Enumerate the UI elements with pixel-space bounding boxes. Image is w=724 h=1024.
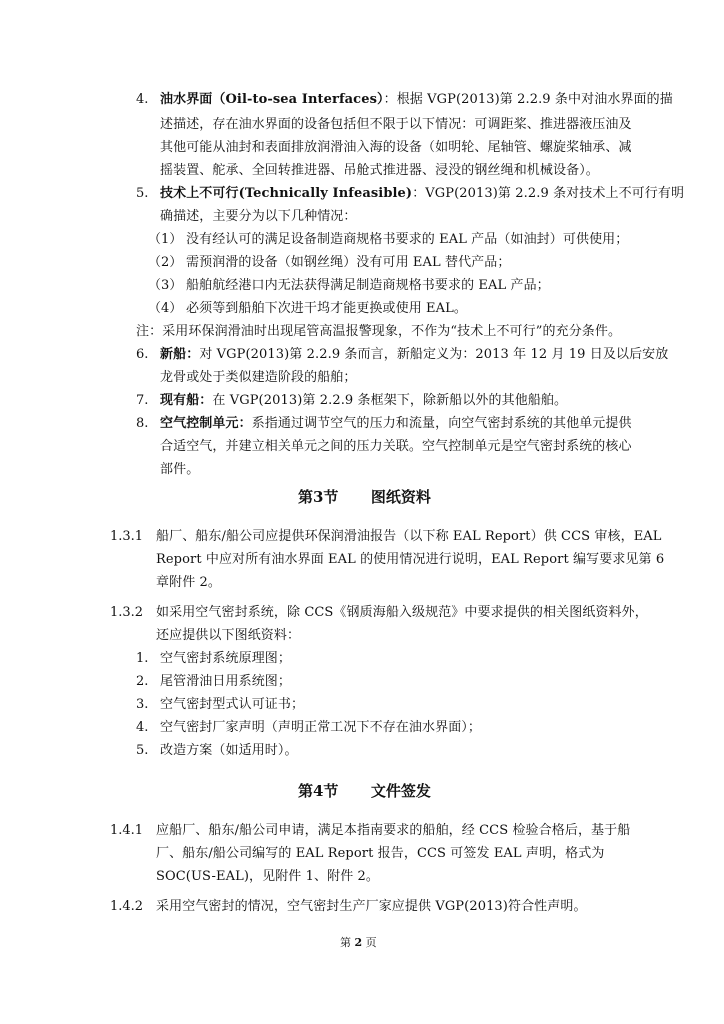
footer-suffix: 页: [362, 936, 377, 949]
definition-line: 确描述，主要分为以下几种情况：: [160, 209, 357, 224]
list-item: 尾管滑油日用系统图；: [160, 674, 292, 689]
clause-line: SOC(US-EAL)，见附件 1、附件 2。: [156, 869, 380, 884]
page-number: 2: [354, 936, 363, 949]
clause-number: 1.4.2: [110, 899, 144, 914]
list-item: 空气密封型式认可证书；: [160, 697, 305, 712]
item-number: 8.: [136, 416, 149, 431]
definition-line: 龙骨或处于类似建造阶段的船舶；: [160, 370, 357, 385]
definition-term: 现有船：: [160, 393, 213, 408]
item-number: 5.: [136, 186, 149, 201]
list-number: 4.: [136, 720, 149, 735]
definition-line: 其他可能从油封和表面排放润滑油入海的设备（如明轮、尾轴管、螺旋桨轴承、减: [160, 140, 632, 155]
footer-prefix: 第: [340, 936, 355, 949]
clause-line: 船厂、船东/船公司应提供环保润滑油报告（以下称 EAL Report）供 CCS 审核，EAL: [156, 529, 662, 544]
item-number: 4.: [136, 92, 149, 107]
section-number: 第3节: [298, 488, 339, 506]
sub-item-text: 需预润滑的设备（如钢丝绳）没有可用 EAL 替代产品；: [186, 255, 511, 270]
definition-line: 部件。: [160, 462, 200, 477]
list-item: 空气密封系统原理图；: [160, 651, 292, 666]
sub-item-text: 船舶航经港口内无法获得满足制造商规格书要求的 EAL 产品；: [186, 278, 550, 293]
item-number: 6.: [136, 347, 149, 362]
definition-line: 摇装置、舵承、全回转推进器、吊舱式推进器、浸没的钢丝绳和机械设备）。: [160, 163, 599, 178]
list-number: 5.: [136, 743, 149, 758]
definition-line: [160, 392, 567, 410]
clause-line: 厂、船东/船公司编写的 EAL Report 报告，CCS 可签发 EAL 声明，格式为: [156, 846, 605, 861]
clause-line: 如采用空气密封系统，除 CCS《钢质海船入级规范》中要求提供的相关图纸资料外，: [156, 605, 648, 620]
list-number: 2.: [136, 674, 149, 689]
list-number: 3.: [136, 697, 149, 712]
clause-number: 1.3.1: [110, 529, 144, 544]
definition-text: ：根据 VGP(2013)第 2.2.9 条中对油水界面的描: [383, 92, 673, 107]
sub-item-text: 没有经认可的满足设备制造商规格书要求的 EAL 产品（如油封）可供使用；: [186, 232, 629, 247]
section-heading: [298, 781, 431, 801]
definition-line: [160, 91, 673, 109]
definition-term: 新船：: [160, 347, 200, 362]
item-number: 7.: [136, 393, 149, 408]
sub-item-number: （1）: [148, 232, 183, 247]
definition-line: 述描述，存在油水界面的设备包括但不限于以下情况：可调距桨、推进器液压油及: [160, 117, 632, 132]
definition-text: ：VGP(2013)第 2.2.9 条对技术上不可行有明: [412, 186, 685, 201]
clause-line: 还应提供以下图纸资料：: [156, 628, 301, 643]
sub-item-number: （2）: [148, 255, 183, 270]
section-number: 第4节: [298, 782, 339, 800]
list-item: 改造方案（如适用时）。: [160, 743, 298, 758]
section-heading: [298, 487, 431, 507]
note-text: 注：采用环保润滑油时出现尾管高温报警现象，不作为“技术上不可行”的充分条件。: [136, 324, 622, 339]
definition-text: 对 VGP(2013)第 2.2.9 条而言，新船定义为：2013 年 12 月 19 日及以后安放: [199, 347, 669, 362]
definition-line: 合适空气，并建立相关单元之间的压力关联。空气控制单元是空气密封系统的核心: [160, 439, 632, 454]
sub-item-number: （3）: [148, 278, 183, 293]
section-title: 文件签发: [370, 782, 431, 800]
sub-item-text: 必须等到船舶下次进干坞才能更换或使用 EAL。: [186, 301, 467, 316]
section-title: 图纸资料: [370, 488, 431, 506]
clause-number: 1.4.1: [110, 823, 144, 838]
definition-text: 系指通过调节空气的压力和流量，向空气密封系统的其他单元提供: [251, 416, 632, 431]
definition-term: 油水界面（Oil-to-sea Interfaces）: [160, 92, 384, 107]
definition-term: 技术上不可行(Technically Infeasible): [160, 186, 413, 201]
list-number: 1.: [136, 651, 149, 666]
definition-line: [160, 185, 684, 203]
list-item: 空气密封厂家声明（声明正常工况下不存在油水界面）；: [160, 720, 482, 735]
definition-line: [160, 415, 632, 433]
definition-line: [160, 346, 668, 364]
clause-line: Report 中应对所有油水界面 EAL 的使用情况进行说明，EAL Report 编写要求见第 6: [156, 552, 665, 567]
clause-number: 1.3.2: [110, 605, 144, 620]
page-footer: [340, 936, 377, 950]
definition-term: 空气控制单元：: [160, 416, 252, 431]
clause-line: 章附件 2。: [156, 575, 222, 590]
clause-line: 采用空气密封的情况，空气密封生产厂家应提供 VGP(2013)符合性声明。: [156, 899, 587, 914]
clause-line: 应船厂、船东/船公司申请，满足本指南要求的船舶，经 CCS 检验合格后，基于船: [156, 823, 631, 838]
sub-item-number: （4）: [148, 301, 183, 316]
definition-text: 在 VGP(2013)第 2.2.9 条框架下，除新船以外的其他船舶。: [212, 393, 568, 408]
